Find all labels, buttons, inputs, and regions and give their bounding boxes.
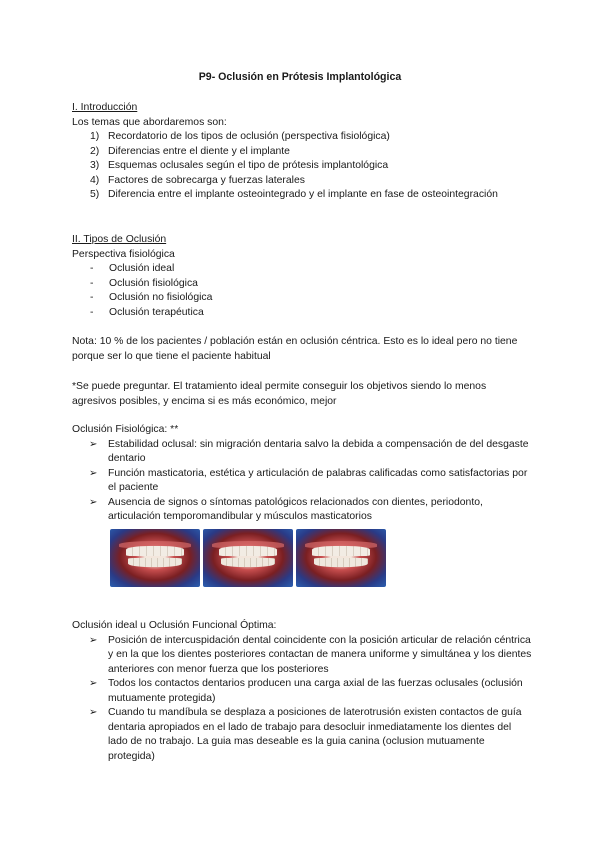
list-item [72,706,532,764]
section-tipos-oclusion [72,233,532,320]
list-item [72,677,532,706]
list-item [72,188,532,203]
list-number: 5) [90,189,100,200]
list-item [72,496,532,525]
list-text: Cuando tu mandíbula se desplaza a posiciones de laterotrusión existen contactos de guía dentaria apropiados en el lado de trabajo para desocluir inmediatamente los dientes del lado de no trabajo. La guia mas deseable es la guia canina (oclusion mutuamente protegida) [108,707,522,762]
list-item [72,467,532,496]
dash-bullet: - [90,277,94,289]
list-item [72,145,532,160]
list-text: Diferencia entre el implante osteointegrado y el implante en fase de osteointegración [108,189,498,200]
section-oclusion-fisiologica [72,423,532,525]
list-text: Oclusión terapéutica [109,306,204,318]
section-heading-ideal: Oclusión ideal u Oclusión Funcional Óptima: [72,620,277,631]
arrow-bullet-icon: ➢ [89,707,98,718]
list-number: 4) [90,174,100,186]
list-text: Esquemas oclusales según el tipo de prótesis implantológica [108,160,389,171]
list-text: Recordatorio de los tipos de oclusión (perspectiva fisiológica) [108,131,390,142]
section-heading-fisiologica: Oclusión Fisiológica: ** [72,424,179,435]
list-item [72,130,532,145]
list-text: Función masticatoria, estética y articulación de palabras calificadas como satisfactorias por el paciente [108,467,528,493]
arrow-bullet-icon: ➢ [89,467,98,479]
intro-list [72,130,532,203]
ideal-list [72,634,532,765]
list-number: 1) [90,131,100,142]
arrow-bullet-icon: ➢ [89,438,98,450]
tipos-list [72,262,532,320]
fisiologica-list [72,438,532,525]
section-oclusion-ideal [72,619,532,764]
arrow-bullet-icon: ➢ [89,678,98,689]
list-item [72,277,532,292]
arrow-bullet-icon: ➢ [89,496,98,508]
document-title: P9- Oclusión en Prótesis Implantológica [198,71,402,83]
list-item [72,438,532,467]
dash-bullet: - [90,292,94,303]
list-text: Ausencia de signos o síntomas patológicos relacionados con dientes, periodonto, articulación temporomandibular y músculos masticatorios [108,496,483,522]
list-text: Diferencias entre el diente y el implante [108,145,290,157]
dental-photo-2 [203,529,293,587]
list-text: Factores de sobrecarga y fuerzas laterales [108,174,305,186]
list-item [72,634,532,678]
list-text: Oclusión no fisiológica [109,292,213,303]
list-item [72,159,532,174]
list-item [72,174,532,189]
section-introduccion [72,101,532,203]
list-item [72,291,532,306]
intro-lead: Los temas que abordaremos son: [72,116,227,128]
list-item [72,306,532,321]
list-number: 2) [90,145,100,157]
nota-text: Nota: 10 % de los pacientes / población están en oclusión céntrica. Esto es lo ideal pero no tiene porque ser lo que tiene el paciente habitual [72,336,518,362]
arrow-bullet-icon: ➢ [89,634,98,646]
section-heading-tipos: II. Tipos de Oclusión [72,234,167,245]
list-text: Todos los contactos dentarios producen una carga axial de las fuerzas oclusales (oclusión mutuamente protegida) [108,678,523,704]
list-text: Oclusión fisiológica [109,277,198,289]
list-text: Estabilidad oclusal: sin migración dentaria salvo la debida a compensación de del desgaste dentario [108,438,529,464]
nota-paragraph [72,335,532,364]
section-heading-introduccion: I. Introducción [72,102,138,113]
list-number: 3) [90,160,100,171]
dash-bullet: - [90,263,94,274]
tipos-lead: Perspectiva fisiológica [72,248,175,260]
dash-bullet: - [90,306,94,318]
list-item [72,262,532,277]
dental-photos [110,529,386,587]
pregunta-paragraph [72,380,532,409]
dental-photo-1 [110,529,200,587]
pregunta-text: *Se puede preguntar. El tratamiento ideal permite conseguir los objetivos siendo lo menos agresivos posibles, y encima si es más económico, mejor [72,381,487,407]
list-text: Posición de intercuspidación dental coincidente con la posición articular de relación céntrica y en la que los dientes posteriores contactan de manera uniforme y simultánea y los dientes anteriores con menor fuerza que los posteriores [108,634,532,675]
dental-photo-3 [296,529,386,587]
list-text: Oclusión ideal [109,263,175,274]
